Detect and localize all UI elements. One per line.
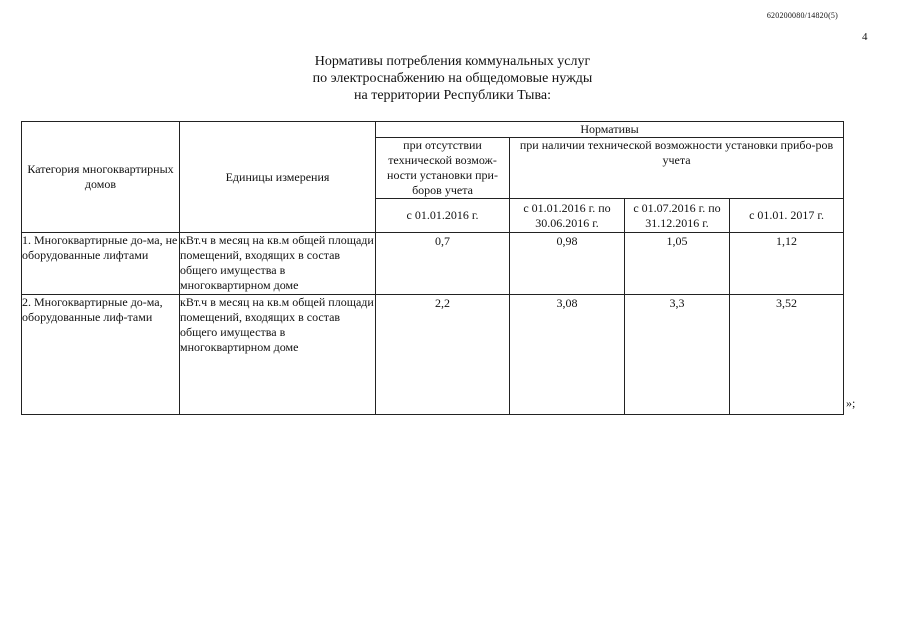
title-line-1: Нормативы потребления коммунальных услуг [314,54,591,69]
header-units [180,122,376,233]
table-row [22,233,844,295]
row-1-category-text: 1. Многоквартирные до-ма, не оборудованные лифтами [22,233,178,262]
row-1-value-1: 0,7 [376,233,510,295]
header-with-meter [510,138,844,199]
row-1-value-3: 1,05 [625,233,730,295]
header-category [22,122,180,233]
header-no-meter-label: при отсутствии технической возмож-ности установки при-боров учета [387,138,498,197]
period-1 [376,199,510,233]
row-2-category-text: 2. Многоквартирные до-ма, оборудованные лиф-тами [22,295,163,324]
period-2-label: с 01.01.2016 г. по 30.06.2016 г. [523,200,611,230]
document-title [0,53,905,104]
header-norms-label: Нормативы [580,122,639,136]
row-2-value-3: 3,3 [625,295,730,415]
closing-quote: »; [846,396,856,410]
period-3-label: с 01.07.2016 г. по 31.12.2016 г. [633,200,721,230]
row-2-value-2: 3,08 [510,295,625,415]
period-1-label: с 01.01.2016 г. [406,208,479,222]
row-1-units-text: кВт.ч в месяц на кв.м общей площади помещений, входящих в состав общего имущества в многоквартирном доме [180,233,374,292]
row-2-category [22,295,180,415]
row-2-value-1: 2,2 [376,295,510,415]
header-category-label: Категория многоквартирных домов [27,162,174,191]
row-1-category [22,233,180,295]
row-1-value-2: 0,98 [510,233,625,295]
period-2 [510,199,625,233]
page-number: 4 [862,31,868,43]
period-3 [625,199,730,233]
header-units-label: Единицы измерения [225,169,330,184]
header-norms [376,122,844,138]
row-1-value-4: 1,12 [730,233,844,295]
document-id: 620200080/14820(5) [766,11,838,20]
title-line-3: на территории Республики Тыва: [354,88,551,103]
header-with-meter-label: при наличии технической возможности установки прибо-ров учета [519,138,834,167]
norms-table [21,121,844,415]
row-2-value-4: 3,52 [730,295,844,415]
period-4 [730,199,844,233]
title-line-2: по электроснабжению на общедомовые нужды [312,71,593,86]
row-2-units [180,295,376,415]
period-4-label: с 01.01. 2017 г. [749,208,824,222]
row-2-units-text: кВт.ч в месяц на кв.м общей площади помещений, входящих в состав общего имущества в многоквартирном доме [180,295,374,354]
table-row [22,295,844,415]
header-no-meter [376,138,510,199]
row-1-units [180,233,376,295]
